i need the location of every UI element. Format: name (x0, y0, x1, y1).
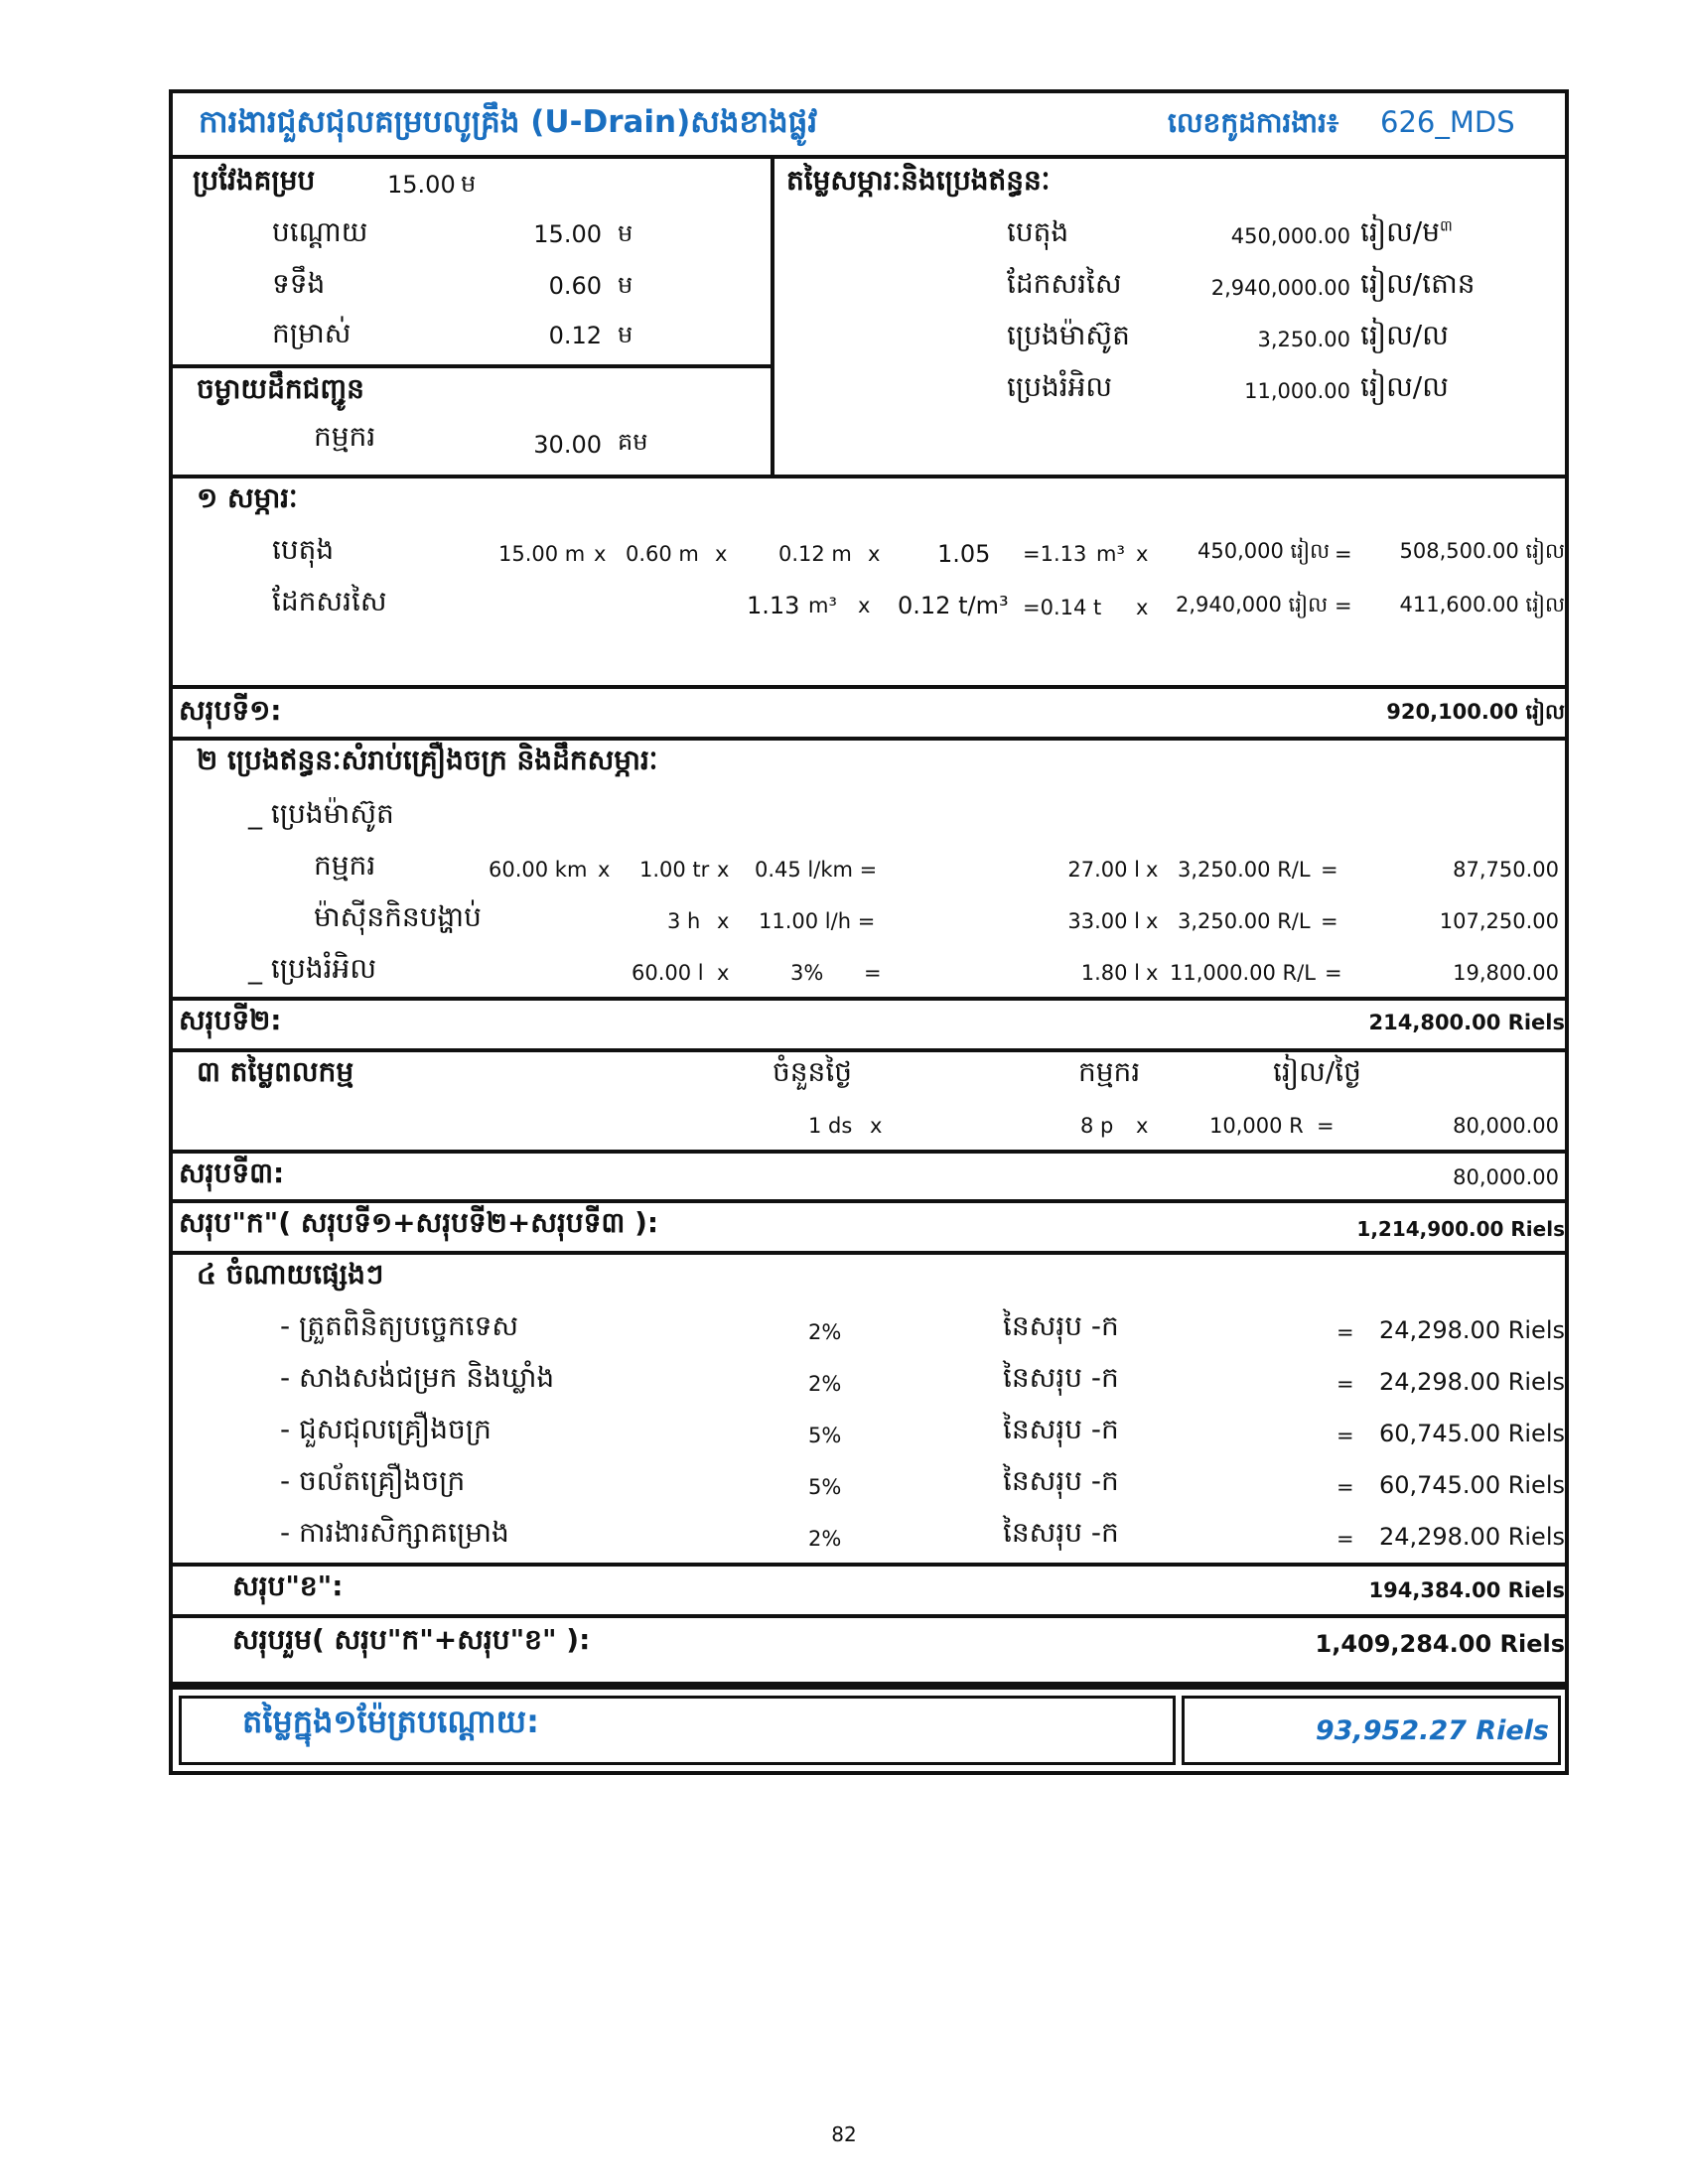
s3-days-header: ចំនួនថ្ងៃ (773, 1055, 852, 1088)
sum-a-label: សរុប"ក"( សរុបទី១+សរុបទី២+សរុបទី៣ ): (179, 1206, 659, 1239)
price-diesel-unit: រៀល/ល (1360, 319, 1449, 351)
s4-row-1-eq: = (1336, 1320, 1354, 1344)
cover-length-unit: ម (461, 170, 477, 198)
section-4-heading: ៤ ចំណាយផ្សេងៗ (197, 1258, 384, 1291)
s3-workers: 8 p (1080, 1114, 1114, 1138)
estimate-table (169, 89, 1569, 1686)
s4-row-2-pct: 2% (808, 1372, 842, 1396)
grand-total-value: 1,409,284.00 Riels (1315, 1630, 1565, 1658)
s3-subtotal-label: សរុបទី៣: (179, 1157, 285, 1189)
s3-subtotal: 80,000.00 (1453, 1165, 1559, 1189)
s2-worker-label: កម្មករ (314, 849, 376, 882)
price-concrete-label: បេតុង (1007, 215, 1069, 248)
s1-steel-weight: =0.14 t (1023, 596, 1102, 619)
s1-concrete-thickness: 0.12 m (778, 542, 852, 566)
section-3-heading: ៣ តម្លៃពលកម្ម (197, 1055, 354, 1088)
s2-worker-x1: x (598, 858, 611, 882)
s3-eq: = (1317, 1114, 1335, 1138)
sum-b-label: សរុប"ខ": (232, 1570, 344, 1602)
work-code: 626_MDS (1380, 105, 1515, 139)
s2-worker-x2: x (717, 858, 730, 882)
s1-steel-eq: = (1335, 594, 1352, 617)
s4-row-4-of: នៃសរុប -ក (1003, 1464, 1119, 1497)
s1-steel-density: 0.12 t/m³ (898, 592, 1009, 619)
s2-lube-pct: 3% (790, 961, 824, 985)
s1-concrete-x4: x (1136, 542, 1149, 566)
s1-steel-x1: x (858, 594, 871, 617)
s1-concrete-x3: x (868, 542, 881, 566)
s1-concrete-x1: x (594, 542, 607, 566)
s1-subtotal: 920,100.00 រៀល (1386, 700, 1565, 724)
price-concrete-value: 450,000.00 (1230, 224, 1350, 248)
s4-row-4-value: 60,745.00 Riels (1378, 1471, 1565, 1499)
s2-worker-price: 3,250.00 R/L (1178, 858, 1311, 882)
s2-compactor-label: ម៉ាស៊ីនកិនបង្ហាប់ (314, 900, 482, 933)
thickness-value: 0.12 (548, 322, 602, 349)
s1-concrete-price: 450,000 រៀល (1197, 539, 1331, 563)
cover-length-value: 15.00 (387, 171, 456, 199)
s2-subtotal-label: សរុបទី២: (179, 1004, 282, 1036)
s2-worker-trips: 1.00 tr (639, 858, 710, 882)
s2-lube-x3: x (1146, 961, 1159, 985)
price-lube-value: 11,000.00 (1244, 379, 1350, 403)
s2-diesel-label: _ ប្រេងម៉ាស៊ូត (248, 797, 394, 830)
s2-compactor-eq: = (1321, 909, 1338, 933)
sum-a-value: 1,214,900.00 Riels (1356, 1217, 1565, 1241)
s1-concrete-label: បេតុង (272, 533, 335, 566)
width-label: ទទឹង (272, 267, 326, 300)
sum-b-value: 194,384.00 Riels (1368, 1578, 1565, 1602)
price-steel-unit: រៀល/តោន (1360, 267, 1476, 300)
s2-worker-litres: 27.00 l (1067, 858, 1140, 882)
thickness-unit: ម (618, 321, 633, 348)
s4-row-4-label: - ចល័តគ្រឿងចក្រ (280, 1464, 466, 1497)
worker-distance-label: កម្មករ (314, 420, 376, 453)
price-steel-label: ដែកសរសៃ (1007, 267, 1122, 300)
per-meter-box (169, 1686, 1569, 1775)
s3-x2: x (1136, 1114, 1149, 1138)
price-concrete-unit: រៀល/ម$^៣$ (1360, 215, 1453, 248)
s3-rate: 10,000 R (1209, 1114, 1304, 1138)
s1-steel-total: 411,600.00 រៀល (1399, 593, 1565, 616)
s2-lube-price: 11,000.00 R/L (1170, 961, 1316, 985)
s1-concrete-total: 508,500.00 រៀល (1399, 539, 1565, 563)
s4-row-4-eq: = (1336, 1475, 1354, 1499)
price-steel-value: 2,940,000.00 (1210, 276, 1350, 300)
s2-compactor-price: 3,250.00 R/L (1178, 909, 1311, 933)
s2-compactor-x3: x (1146, 909, 1159, 933)
s1-subtotal-label: សរុបទី១: (179, 694, 282, 727)
s1-concrete-eq: = (1335, 542, 1352, 566)
s1-steel-volume: 1.13 (747, 592, 800, 619)
s2-lube-litres-base: 60.00 l (632, 961, 704, 985)
section-1-heading: ១ សម្ភារៈ (197, 481, 298, 514)
s3-x1: x (870, 1114, 883, 1138)
s3-rate-header: រៀល/ថ្ងៃ (1273, 1055, 1361, 1088)
page-title: ការងារជួសជុលគម្របលូគ្រឹង (U-Drain)សងខាងផ្លូវ (199, 104, 818, 140)
per-meter-label: តម្លៃក្នុង១ម៉ែត្របណ្ដោយ: (242, 1703, 539, 1740)
prices-label: តម្លៃសម្ភារៈនិងប្រេងឥន្ធនៈ (786, 164, 1051, 197)
s4-row-5-pct: 2% (808, 1527, 842, 1551)
s2-compactor-total: 107,250.00 (1439, 909, 1559, 933)
length-label: បណ្ដោយ (272, 215, 368, 248)
grand-total-label: សរុបរួម( សរុប"ក"+សរុប"ខ" ): (232, 1623, 591, 1656)
s1-concrete-length: 15.00 m (498, 542, 586, 566)
s4-row-4-pct: 5% (808, 1475, 842, 1499)
s4-row-5-of: នៃសរុប -ក (1003, 1516, 1119, 1549)
worker-distance-unit: គម (618, 428, 648, 456)
s4-row-3-pct: 5% (808, 1424, 842, 1447)
length-unit: ម (618, 219, 633, 247)
price-diesel-value: 3,250.00 (1257, 328, 1350, 351)
s4-row-3-label: - ជួសជុលគ្រឿងចក្រ (280, 1413, 492, 1445)
s2-lube-x1: x (717, 961, 730, 985)
s1-concrete-width: 0.60 m (626, 542, 699, 566)
s2-lube-label: _ ប្រេងរំអិល (248, 952, 376, 985)
s3-total: 80,000.00 (1453, 1114, 1559, 1138)
s1-steel-price: 2,940,000 រៀល (1176, 593, 1329, 616)
s4-row-1-of: នៃសរុប -ក (1003, 1309, 1119, 1342)
price-diesel-label: ប្រេងម៉ាស៊ូត (1007, 319, 1130, 351)
s2-subtotal: 214,800.00 Riels (1368, 1011, 1565, 1034)
s2-compactor-litres: 33.00 l (1067, 909, 1140, 933)
s4-row-3-eq: = (1336, 1424, 1354, 1447)
per-meter-value: 93,952.27 Riels (1315, 1715, 1549, 1746)
s2-worker-rate: 0.45 l/km = (755, 858, 878, 882)
s4-row-2-of: នៃសរុប -ក (1003, 1361, 1119, 1394)
width-unit: ម (618, 271, 633, 299)
s4-row-1-value: 24,298.00 Riels (1378, 1316, 1565, 1344)
s1-concrete-volume-unit: m³ (1096, 542, 1125, 566)
s2-lube-eq: = (1325, 961, 1342, 985)
s4-row-2-eq: = (1336, 1372, 1354, 1396)
s2-compactor-hours: 3 h (667, 909, 701, 933)
price-lube-unit: រៀល/ល (1360, 370, 1449, 403)
s2-compactor-x1: x (717, 909, 730, 933)
s2-worker-eq: = (1321, 858, 1338, 882)
s4-row-3-of: នៃសរុប -ក (1003, 1413, 1119, 1445)
s2-compactor-rate: 11.00 l/h = (759, 909, 876, 933)
work-code-label: លេខកូដការងារ៖ (1168, 106, 1339, 139)
page-number: 82 (831, 2122, 857, 2146)
s1-steel-volume-unit: m³ (808, 594, 837, 617)
thickness-label: កម្រាស់ (272, 317, 352, 349)
s4-row-2-value: 24,298.00 Riels (1378, 1368, 1565, 1396)
distance-label: ចម្ងាយដឹកជញ្ជូន (197, 372, 364, 405)
worker-distance-value: 30.00 (533, 431, 602, 459)
s3-days: 1 ds (808, 1114, 853, 1138)
s4-row-1-label: - ត្រួតពិនិត្យបច្ចេកទេស (280, 1309, 519, 1342)
s1-steel-x2: x (1136, 596, 1149, 619)
s4-row-1-pct: 2% (808, 1320, 842, 1344)
section-2-heading: ២ ប្រេងឥន្ធនៈសំរាប់គ្រឿងចក្រ និងដឹកសម្ភារៈ (197, 744, 658, 776)
s3-workers-header: កម្មករ (1078, 1055, 1141, 1088)
price-lube-label: ប្រេងរំអិល (1007, 370, 1113, 403)
cover-length-label: ប្រវែងគម្រប (193, 164, 316, 197)
s2-worker-distance: 60.00 km (489, 858, 588, 882)
s1-concrete-x2: x (715, 542, 728, 566)
s4-row-5-label: - ការងារសិក្សាគម្រោង (280, 1516, 509, 1549)
s4-row-5-eq: = (1336, 1527, 1354, 1551)
s4-row-3-value: 60,745.00 Riels (1378, 1420, 1565, 1447)
s1-concrete-factor: 1.05 (937, 540, 991, 568)
s4-row-5-value: 24,298.00 Riels (1378, 1523, 1565, 1551)
s1-steel-label: ដែកសរសៃ (272, 585, 387, 617)
width-value: 0.60 (548, 272, 602, 300)
s2-lube-litres: 1.80 l (1080, 961, 1140, 985)
length-value: 15.00 (533, 220, 602, 248)
s4-row-2-label: - សាងសង់ជម្រក និងឃ្លាំង (280, 1361, 555, 1394)
s2-worker-x3: x (1146, 858, 1159, 882)
s2-lube-eq1: = (864, 961, 882, 985)
s2-lube-total: 19,800.00 (1453, 961, 1559, 985)
s1-concrete-volume: =1.13 (1023, 542, 1087, 566)
s2-worker-total: 87,750.00 (1453, 858, 1559, 882)
